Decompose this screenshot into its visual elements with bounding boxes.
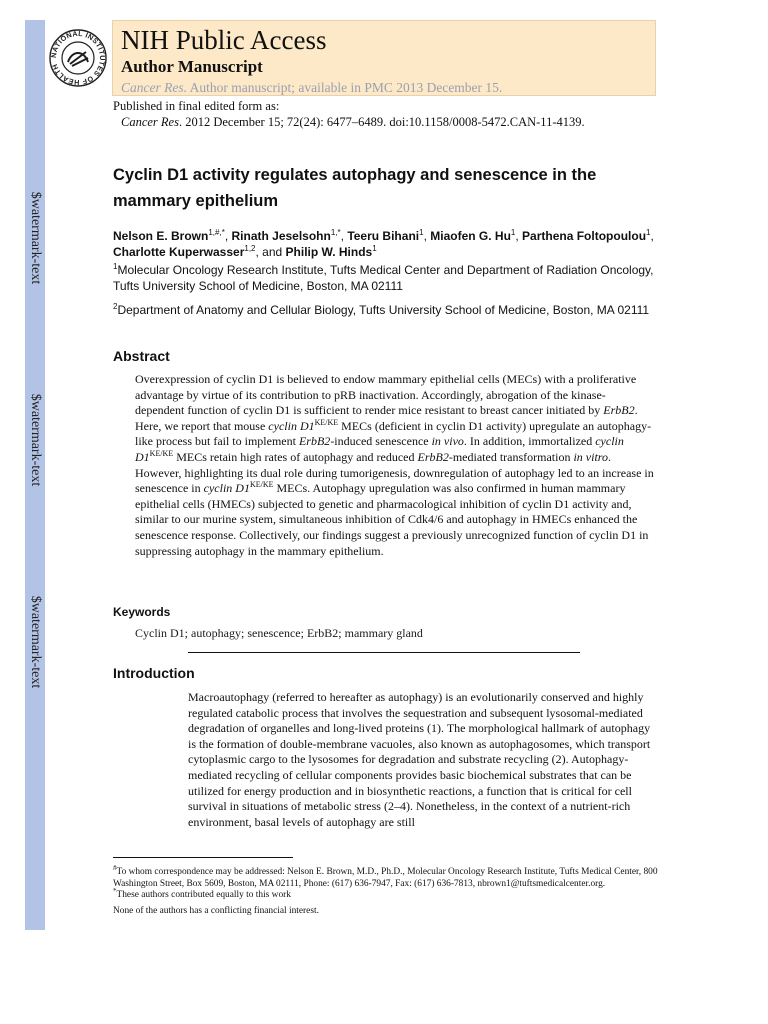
banner-subtitle: Author Manuscript: [121, 57, 263, 76]
abstract-heading: Abstract: [113, 348, 170, 364]
introduction-heading: Introduction: [113, 665, 195, 681]
author-name: Parthena Foltopoulou: [522, 229, 647, 243]
author-affiliation-marker: 1: [646, 228, 651, 237]
equal-contribution-footnote: [113, 886, 658, 902]
abstract-segment: . However, highlighting its dual role during tumorigenesis, downregulation of autophagy led to an increase in senescence in: [135, 449, 654, 496]
author-affiliation-marker: 1: [510, 228, 516, 237]
abstract-segment: . Here, we report that mouse: [135, 403, 638, 433]
footnote-divider: [113, 857, 293, 858]
author-name: Nelson E. Brown: [113, 229, 209, 243]
status-journal: Cancer Res.: [121, 80, 187, 95]
abstract-segment: ErbB2: [603, 403, 635, 418]
author-separator: , and: [255, 245, 286, 259]
watermark-text: $watermark-text: [28, 191, 43, 285]
author-separator: ,: [650, 229, 654, 243]
citation-details: . 2012 December 15; 72(24): 6477–6489. doi:10.1158/0008-5472.CAN-11-4139.: [178, 115, 585, 129]
watermark-text: $watermark-text: [28, 393, 43, 487]
introduction-body: Macroautophagy (referred to hereafter as autophagy) is an evolutionarily conserved and highly regulated catabolic process that involves the sequestration and subsequent lysosomal-mediated degradation of organelles and long-lived proteins (1). The morphological hallmark of autophagy is the formation of double-membrane vacuoles, also known as autophagosomes, which transport cytoplasmic cargo to the lysosomes for degradation and substrate recycling (2). Autophagy-mediated recycling of cellular components provides basic biochemical substrates that can be utilized for energy production and in biosynthetic reactions, a function that is critical for cell survival in situations of metabolic stress (2–4). Nonetheless, in the context of a nutrient-rich environment, basal levels of autophagy are still: [188, 690, 651, 829]
author-separator: ,: [515, 229, 523, 243]
published-label: Published in final edited form as:: [113, 99, 280, 113]
nih-public-access-banner: [112, 20, 656, 96]
author-name: Miaofen G. Hu: [430, 229, 511, 243]
author-name: Philip W. Hinds: [285, 245, 373, 259]
keywords-heading: Keywords: [113, 605, 171, 619]
manuscript-status: [121, 79, 647, 97]
abstract-segment: cyclin D1: [203, 481, 250, 496]
abstract-segment: Overexpression of cyclin D1 is believed to endow mammary epithelial cells (MECs) with a proliferative advantage by virtue of its contribution to pRB inactivation. Accordingly, abrogation of the kinase-dependent function of cyclin D1 is sufficient to render mice resistant to breast cancer initiated by: [135, 372, 637, 418]
author-affiliation-marker: 1: [419, 228, 424, 237]
abstract-segment: -induced senescence: [330, 434, 432, 449]
watermark-text: $watermark-text: [28, 595, 43, 689]
nih-seal-logo: [46, 20, 110, 96]
published-citation: [113, 98, 585, 130]
correspondence-text: To whom correspondence may be addressed: Nelson E. Brown, M.D., Ph.D., Molecular Oncology Research Institute, Tufts Medical Center, 800 Washington Street, Box 5609, Boston, MA 02111, Phone: (617) 636-7947, Fax: (617) 636-7813, nbrown1@tuftsmedicalcenter.org.: [113, 867, 658, 889]
citation-line: [113, 114, 585, 130]
author-affiliation-marker: 1,*: [330, 228, 341, 237]
affiliation-marker: 1: [113, 262, 118, 271]
footnotes: [113, 863, 658, 917]
author-name: Charlotte Kuperwasser: [113, 245, 245, 259]
footnote-marker: #: [113, 863, 117, 872]
equal-contribution-text: These authors contributed equally to this work: [116, 890, 291, 900]
abstract-segment: ErbB2: [298, 434, 331, 449]
footnote-marker: *: [113, 886, 117, 895]
side-watermark-bar: [25, 20, 45, 930]
abstract-segment: cyclin D1: [135, 434, 624, 464]
affiliation-2: [113, 302, 673, 318]
abstract-segment: KE/KE: [249, 480, 274, 490]
affiliation-marker: 2: [113, 302, 118, 311]
abstract-segment: . In addition, immortalized: [463, 434, 596, 449]
abstract-segment: MECs (deficient in cyclin D1 activity) upregulate an autophagy-like process but fail to implement: [135, 418, 652, 449]
abstract-body: [135, 372, 655, 559]
keywords-text: Cyclin D1; autophagy; senescence; ErbB2; mammary gland: [135, 626, 423, 640]
article-title: Cyclin D1 activity regulates autophagy and senescence in the mammary epithelium: [113, 166, 597, 210]
abstract-segment: in vitro: [573, 449, 609, 464]
author-affiliation-marker: 1,2: [244, 244, 256, 253]
status-text: Author manuscript; available in PMC 2013 December 15.: [186, 80, 503, 95]
author-affiliation-marker: 1: [372, 244, 377, 253]
author-separator: ,: [224, 229, 232, 243]
abstract-segment: MECs retain high rates of autophagy and reduced: [173, 449, 418, 464]
banner-title: NIH Public Access: [121, 25, 327, 55]
author-separator: ,: [340, 229, 348, 243]
nih-seal-icon: [46, 20, 110, 96]
abstract-segment: -mediated transformation: [448, 449, 574, 464]
author-name: Teeru Bihani: [347, 229, 420, 243]
logo-ring-text: NATIONAL INSTITUTES OF HEALTH: [48, 28, 108, 88]
conflict-statement: None of the authors has a conflicting financial interest.: [113, 905, 319, 916]
affiliation-1: [113, 262, 673, 294]
abstract-segment: ErbB2: [417, 449, 449, 464]
correspondence-footnote: [113, 863, 658, 890]
author-name: Rinath Jeselsohn: [231, 229, 331, 243]
citation-journal: Cancer Res: [121, 115, 179, 129]
author-list: [113, 228, 673, 260]
abstract-segment: cyclin D1: [268, 418, 315, 433]
affiliation-text: Department of Anatomy and Cellular Biology, Tufts University School of Medicine, Boston, MA 02111: [117, 303, 650, 317]
abstract-segment: in vivo: [431, 434, 464, 449]
abstract-segment: KE/KE: [314, 417, 339, 427]
author-affiliation-marker: 1,#,*: [208, 228, 225, 237]
abstract-segment: MECs. Autophagy upregulation was also confirmed in human mammary epithelial cells (HMECs) subjected to genetic and pharmacological inhibition of cyclin D1 activity and, similar to our murine system, simultaneous inhibition of Cdk4/6 and autophagy in HMECs enhanced the senescence response. Collectively, our findings suggest a previously unrecognized function of cyclin D1 in suppressing autophagy in the mammary epithelium.: [135, 481, 649, 558]
keywords-divider: [188, 652, 580, 653]
abstract-segment: KE/KE: [149, 448, 174, 458]
affiliation-text: Molecular Oncology Research Institute, Tufts Medical Center and Department of Radiation Oncology, Tufts University School of Medicine, Boston, MA 02111: [113, 263, 654, 293]
author-separator: ,: [423, 229, 431, 243]
